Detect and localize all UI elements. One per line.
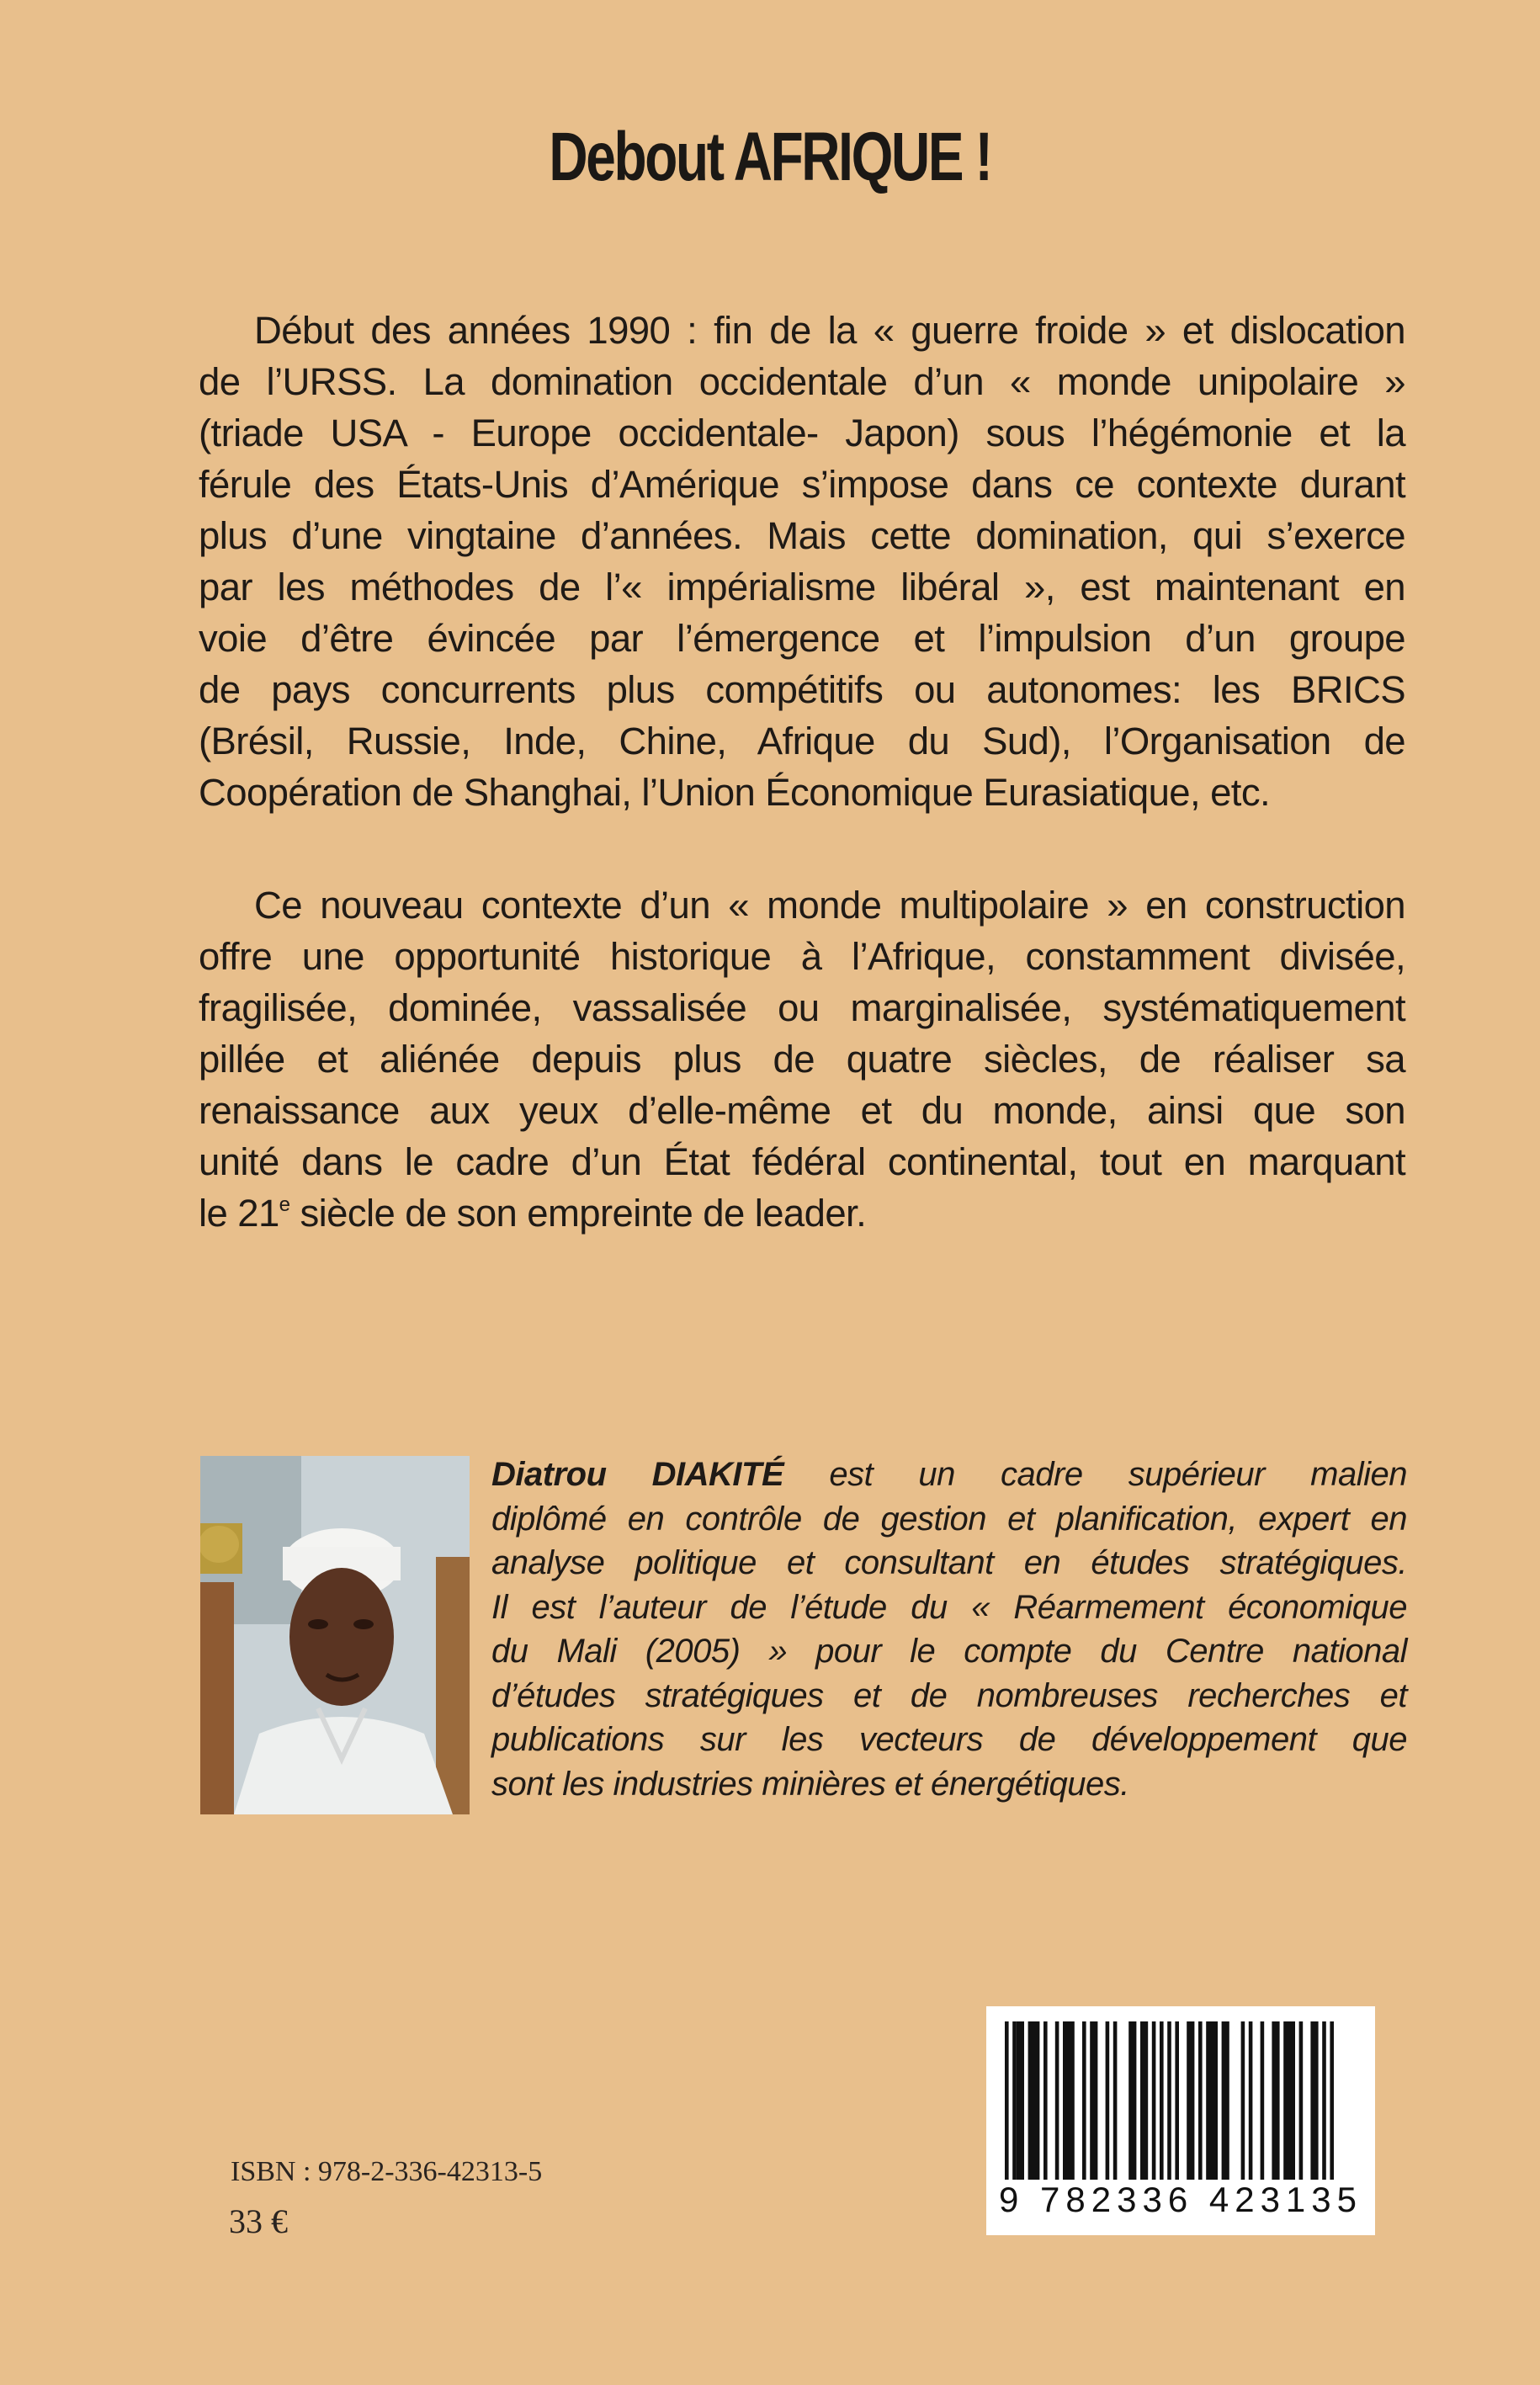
barcode-bar [1187, 2021, 1194, 2180]
barcode-bar [1222, 2021, 1229, 2180]
text-line: de l’URSS. La domination occidentale d’un « monde unipolaire » [199, 360, 1405, 403]
barcode-bar [1113, 2021, 1118, 2180]
text-line: de pays concurrents plus compétitifs ou autonomes: les BRICS [199, 668, 1405, 711]
barcode-bar [1310, 2021, 1318, 2180]
bio-line: du Mali (2005) » pour le compte du Centre national [491, 1633, 1407, 1670]
text-line: pillée et aliénée depuis plus de quatre siècles, de réaliser sa [199, 1038, 1405, 1081]
book-title: Debout AFRIQUE ! [549, 119, 991, 195]
author-bio [491, 1453, 1407, 1806]
barcode-bar [1167, 2021, 1171, 2205]
bio-line: publications sur les vecteurs de développement que [491, 1721, 1407, 1758]
text-line: unité dans le cadre d’un État fédéral continental, tout en marquant [199, 1140, 1405, 1183]
text-line: férule des États-Unis d’Amérique s’impose dans ce contexte durant [199, 463, 1405, 506]
barcode-bar [1330, 2021, 1334, 2205]
text-line: offre une opportunité historique à l’Afrique, constamment divisée, [199, 935, 1405, 978]
barcode-bar [1028, 2021, 1040, 2180]
text-line: voie d’être évincée par l’émergence et l’impulsion d’un groupe [199, 617, 1405, 660]
blurb-paragraph-2 [199, 879, 1405, 1239]
barcode-bar [1299, 2021, 1304, 2180]
barcode-bar [1160, 2021, 1164, 2205]
price: 33 € [229, 2202, 288, 2240]
barcode-bar [1043, 2021, 1048, 2180]
text-line: (triade USA - Europe occidentale- Japon) sous l’hégémonie et la [199, 412, 1405, 454]
barcode-bar [1090, 2021, 1097, 2180]
author-name: Diatrou DIAKITÉ [491, 1456, 784, 1493]
barcode-bar [1241, 2021, 1245, 2180]
barcode-bar [1261, 2021, 1265, 2180]
barcode-bar [1175, 2021, 1179, 2205]
bio-line: Il est l’auteur de l’étude du « Réarmement économique [491, 1588, 1407, 1626]
barcode-bar [1063, 2021, 1075, 2180]
barcode-bar [1012, 2021, 1017, 2205]
century-suffix: siècle de son empreinte de leader. [289, 1192, 867, 1235]
text-line: Coopération de Shanghai, l’Union Économique Eurasiatique, etc. [199, 771, 1271, 814]
isbn: ISBN : 978-2-336-42313-5 [231, 2156, 543, 2187]
century-prefix: le 21 [199, 1192, 279, 1235]
barcode-bar [1272, 2021, 1279, 2180]
bio-line: sont les industries minières et énergétiques. [491, 1765, 1129, 1803]
text-line: fragilisée, dominée, vassalisée ou marginalisée, systématiquement [199, 986, 1405, 1029]
century-superscript: e [279, 1193, 290, 1216]
barcode-bar [1206, 2021, 1218, 2180]
bio-line: d’études stratégiques et de nombreuses recherches et [491, 1676, 1407, 1714]
text-line: Ce nouveau contexte d’un « monde multipolaire » en construction [254, 884, 1405, 927]
barcode-bar [1198, 2021, 1203, 2180]
bio-first: est un cadre supérieur malien [783, 1456, 1407, 1493]
barcode-bar [1140, 2021, 1148, 2180]
barcode-digits: 9 782336 423135 [999, 2180, 1362, 2219]
text-line: par les méthodes de l’« impérialisme libéral », est maintenant en [199, 566, 1405, 608]
barcode-bar [1005, 2021, 1009, 2205]
barcode-bar [1082, 2021, 1086, 2180]
barcode-bar [1152, 2021, 1156, 2180]
bio-line: diplômé en contrôle de gestion et planification, expert en [491, 1500, 1407, 1538]
bio-line: analyse politique et consultant en études stratégiques. [491, 1544, 1407, 1581]
barcode-bar [1249, 2021, 1253, 2180]
barcode-bar [1017, 2021, 1024, 2180]
text-line: Début des années 1990 : fin de la « guerre froide » et dislocation [254, 309, 1405, 352]
barcode-bar [1106, 2021, 1110, 2180]
author-photo [200, 1456, 470, 1814]
bio-line [491, 1453, 1407, 1497]
text-line: plus d’une vingtaine d’années. Mais cette domination, qui s’exerce [199, 514, 1405, 557]
barcode-bar [1283, 2021, 1295, 2180]
text-line: renaissance aux yeux d’elle-même et du monde, ainsi que son [199, 1089, 1405, 1132]
text-line: (Brésil, Russie, Inde, Chine, Afrique du Sud), l’Organisation de [199, 720, 1405, 762]
blurb-paragraph-1 [199, 305, 1405, 818]
barcode-bar [1322, 2021, 1326, 2180]
text-line-last [199, 1187, 1405, 1239]
barcode-bar [1128, 2021, 1136, 2180]
barcode-bar [1055, 2021, 1059, 2180]
